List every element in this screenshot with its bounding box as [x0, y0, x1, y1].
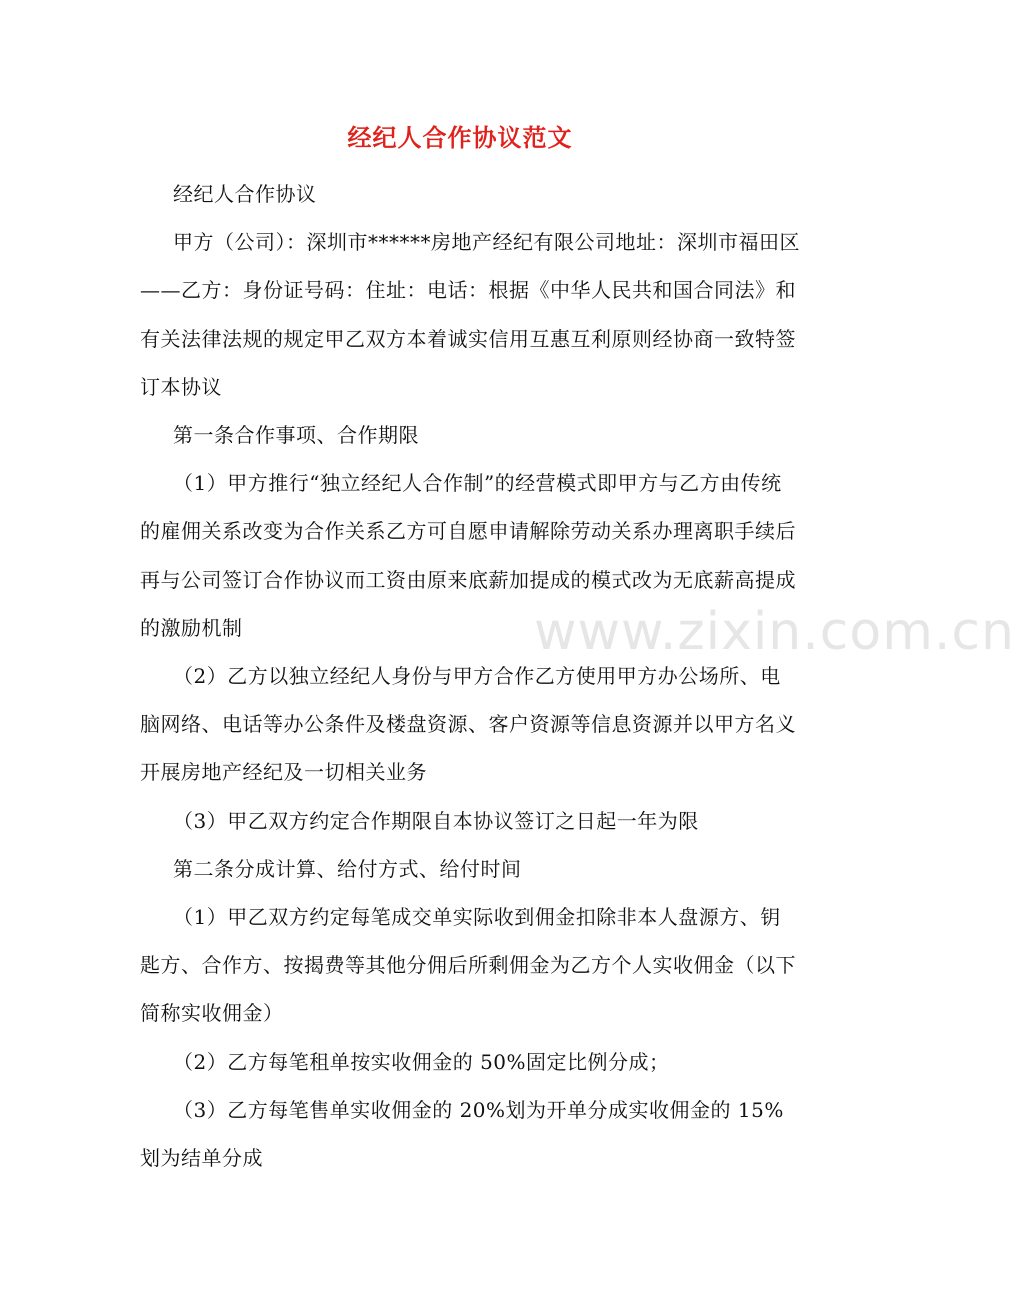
article-two-clause-2: （2）乙方每笔租单按实收佣金的 50%固定比例分成；: [173, 1049, 670, 1074]
article-one-heading: 第一条合作事项、合作期限: [173, 423, 419, 448]
article-one-clause-3: （3）甲乙双方约定合作期限自本协议签订之日起一年为限: [173, 808, 699, 833]
paragraph-parties: 甲方（公司）：深圳市******房地产经纪有限公司地址：深圳市福田区——乙方：身份证号码：住址：电话：根据《中华人民共和国合同法》和有关法律法规的规定甲乙双方本着诚实信用互惠互利原则经协商一致特签订本协议: [140, 230, 800, 399]
paragraph-heading: 经纪人合作协议: [173, 182, 317, 206]
article-two-heading: 第二条分成计算、给付方式、给付时间: [173, 856, 522, 881]
document-body: [140, 170, 800, 1182]
article-two-clause-3: （3）乙方每笔售单实收佣金的 20%划为开单分成实收佣金的 15%划为结单分成: [140, 1097, 784, 1171]
article-two-clause-1: （1）甲乙双方约定每笔成交单实际收到佣金扣除非本人盘源方、钥匙方、合作方、按揭费等其他分佣后所剩佣金为乙方个人实收佣金（以下简称实收佣金）: [140, 905, 796, 1026]
article-one-clause-2: （2）乙方以独立经纪人身份与甲方合作乙方使用甲方办公场所、电脑网络、电话等办公条件及楼盘资源、客户资源等信息资源并以甲方名义开展房地产经纪及一切相关业务: [140, 664, 796, 785]
watermark: www.zixin.com.cn: [534, 602, 1015, 662]
document-title: 经纪人合作协议范文: [347, 123, 573, 152]
article-one-clause-1: （1）甲方推行“独立经纪人合作制”的经营模式即甲方与乙方由传统的雇佣关系改变为合作关系乙方可自愿申请解除劳动关系办理离职手续后再与公司签订合作协议而工资由原来底薪加提成的模式改为无底薪高提成的激励机制: [140, 471, 796, 640]
